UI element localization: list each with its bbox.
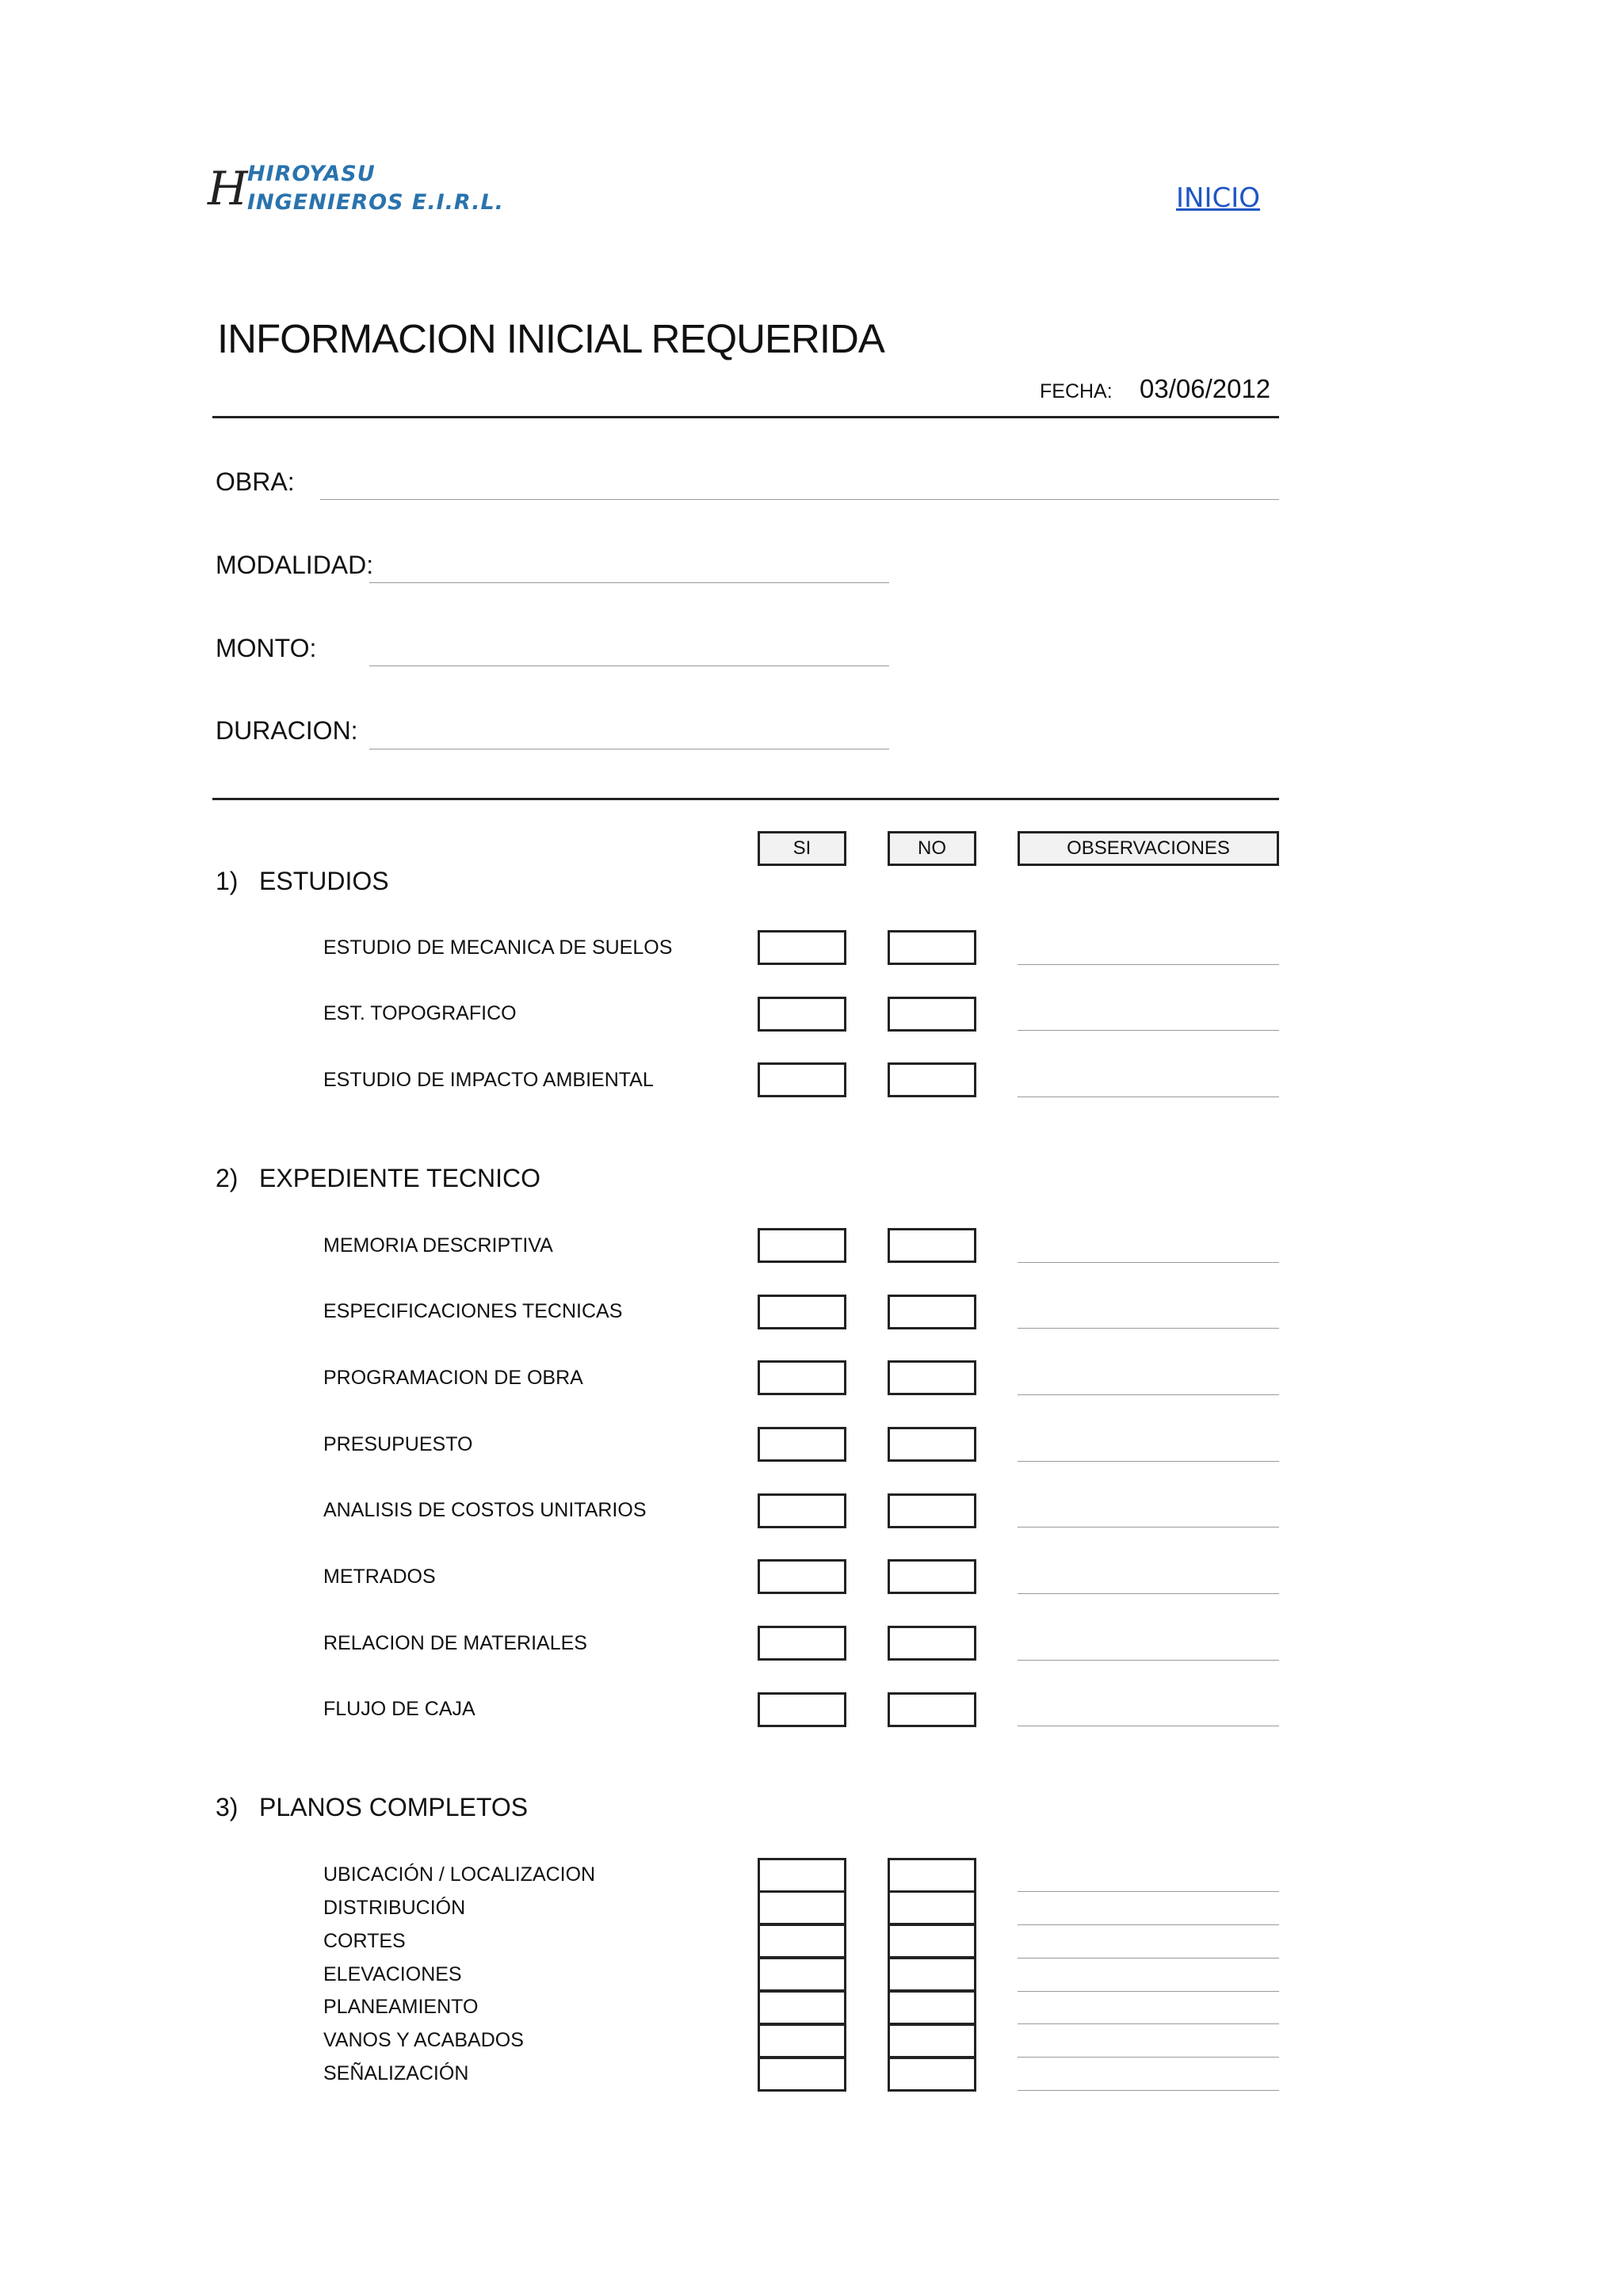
- si-checkbox[interactable]: [758, 2057, 846, 2092]
- observaciones-field[interactable]: [1018, 1991, 1279, 1992]
- si-checkbox[interactable]: [758, 1493, 846, 1528]
- top-divider: [212, 416, 1279, 418]
- no-checkbox[interactable]: [888, 1858, 976, 1893]
- item-label: ESTUDIO DE IMPACTO AMBIENTAL: [323, 1069, 654, 1091]
- item-label: FLUJO DE CAJA: [323, 1698, 475, 1720]
- observaciones-field[interactable]: [1018, 1262, 1279, 1263]
- section-2-number: 2): [216, 1164, 239, 1192]
- observaciones-field[interactable]: [1018, 1924, 1279, 1925]
- si-checkbox[interactable]: [758, 1360, 846, 1395]
- page-title: INFORMACION INICIAL REQUERIDA: [217, 316, 884, 361]
- section-1-title: ESTUDIOS: [259, 867, 389, 895]
- si-checkbox[interactable]: [758, 1990, 846, 2025]
- no-checkbox[interactable]: [888, 1559, 976, 1594]
- middle-divider: [212, 798, 1279, 800]
- logo-line-2: INGENIEROS E.I.R.L.: [247, 190, 504, 215]
- si-checkbox[interactable]: [758, 1692, 846, 1727]
- item-label: SEÑALIZACIÓN: [323, 2062, 469, 2084]
- si-checkbox[interactable]: [758, 1228, 846, 1263]
- observaciones-field[interactable]: [1018, 1461, 1279, 1462]
- inicio-link[interactable]: INICIO: [1176, 182, 1261, 214]
- observaciones-field[interactable]: [1018, 2090, 1279, 2091]
- no-checkbox[interactable]: [888, 1360, 976, 1395]
- company-logo-mark: H: [208, 162, 248, 215]
- no-checkbox[interactable]: [888, 1924, 976, 1958]
- no-checkbox[interactable]: [888, 930, 976, 965]
- observaciones-column-header: OBSERVACIONES: [1018, 831, 1279, 866]
- fecha-label: FECHA:: [1040, 380, 1113, 402]
- monto-label: MONTO:: [216, 634, 317, 662]
- si-checkbox[interactable]: [758, 2023, 846, 2058]
- item-label: EST. TOPOGRAFICO: [323, 1002, 517, 1024]
- si-checkbox[interactable]: [758, 1427, 846, 1462]
- observaciones-field[interactable]: [1018, 1660, 1279, 1661]
- si-checkbox[interactable]: [758, 1295, 846, 1329]
- si-checkbox[interactable]: [758, 997, 846, 1032]
- si-checkbox[interactable]: [758, 1062, 846, 1097]
- item-label: ESTUDIO DE MECANICA DE SUELOS: [323, 936, 673, 959]
- logo-line-1: HIROYASU: [247, 162, 376, 186]
- duracion-label: DURACION:: [216, 716, 358, 745]
- no-checkbox[interactable]: [888, 1493, 976, 1528]
- observaciones-field[interactable]: [1018, 1394, 1279, 1395]
- item-label: PROGRAMACION DE OBRA: [323, 1367, 583, 1389]
- no-column-header: NO: [888, 831, 976, 866]
- si-column-header: SI: [758, 831, 846, 866]
- si-checkbox[interactable]: [758, 1559, 846, 1594]
- si-checkbox[interactable]: [758, 1626, 846, 1661]
- item-label: CORTES: [323, 1930, 406, 1952]
- modalidad-label: MODALIDAD:: [216, 551, 374, 579]
- no-checkbox[interactable]: [888, 1692, 976, 1727]
- no-checkbox[interactable]: [888, 1295, 976, 1329]
- observaciones-field[interactable]: [1018, 1891, 1279, 1892]
- obra-field[interactable]: [320, 499, 1279, 500]
- modalidad-field[interactable]: [369, 582, 889, 583]
- item-label: MEMORIA DESCRIPTIVA: [323, 1234, 553, 1257]
- item-label: DISTRIBUCIÓN: [323, 1897, 466, 1919]
- si-checkbox[interactable]: [758, 930, 846, 965]
- item-label: PRESUPUESTO: [323, 1433, 473, 1455]
- observaciones-field[interactable]: [1018, 1593, 1279, 1594]
- item-label: ESPECIFICACIONES TECNICAS: [323, 1300, 623, 1322]
- section-2-title: EXPEDIENTE TECNICO: [259, 1164, 541, 1192]
- item-label: UBICACIÓN / LOCALIZACION: [323, 1863, 596, 1886]
- item-label: ANALISIS DE COSTOS UNITARIOS: [323, 1499, 647, 1521]
- si-checkbox[interactable]: [758, 1890, 846, 1925]
- no-checkbox[interactable]: [888, 1890, 976, 1925]
- no-checkbox[interactable]: [888, 997, 976, 1032]
- observaciones-field[interactable]: [1018, 1328, 1279, 1329]
- observaciones-field[interactable]: [1018, 2023, 1279, 2024]
- si-checkbox[interactable]: [758, 1924, 846, 1958]
- no-checkbox[interactable]: [888, 1957, 976, 1992]
- no-checkbox[interactable]: [888, 1990, 976, 2025]
- item-label: METRADOS: [323, 1566, 436, 1588]
- section-3-number: 3): [216, 1793, 239, 1821]
- item-label: PLANEAMIENTO: [323, 1996, 479, 2018]
- obra-label: OBRA:: [216, 467, 295, 496]
- section-3-title: PLANOS COMPLETOS: [259, 1793, 529, 1821]
- company-logo: [247, 160, 504, 217]
- fecha-value: 03/06/2012: [1140, 374, 1271, 403]
- item-label: RELACION DE MATERIALES: [323, 1632, 587, 1654]
- si-checkbox[interactable]: [758, 1957, 846, 1992]
- section-1-number: 1): [216, 867, 239, 895]
- no-checkbox[interactable]: [888, 1062, 976, 1097]
- no-checkbox[interactable]: [888, 1427, 976, 1462]
- no-checkbox[interactable]: [888, 2023, 976, 2058]
- no-checkbox[interactable]: [888, 1228, 976, 1263]
- no-checkbox[interactable]: [888, 2057, 976, 2092]
- observaciones-field[interactable]: [1018, 964, 1279, 965]
- no-checkbox[interactable]: [888, 1626, 976, 1661]
- observaciones-field[interactable]: [1018, 2057, 1279, 2058]
- si-checkbox[interactable]: [758, 1858, 846, 1893]
- observaciones-field[interactable]: [1018, 1030, 1279, 1031]
- item-label: VANOS Y ACABADOS: [323, 2029, 524, 2051]
- item-label: ELEVACIONES: [323, 1963, 462, 1985]
